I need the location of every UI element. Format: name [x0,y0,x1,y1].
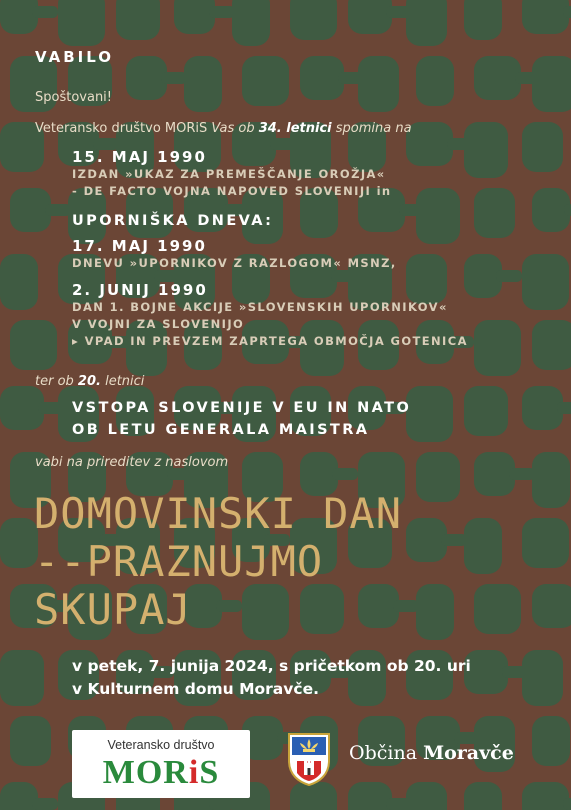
moris-logo-part-a: MOR [102,754,189,791]
date-3-line-1: DAN 1. BOJNE AKCIJE »SLOVENSKIH UPORNIKOV« [72,300,448,314]
title-line-3: SKUPAJ [34,585,192,634]
intro-word: letnici [281,121,332,136]
second-prefix: ter ob [35,374,78,389]
moris-logo-part-b: S [199,754,220,791]
event-details [72,655,471,701]
second-anniversary-line [35,374,144,389]
date-1: 15. MAJ 1990 [72,148,207,166]
moris-logo-subtitle: Veteransko društvo [107,738,215,752]
invite-line [35,455,228,470]
date-3-line-2: V VOJNI ZA SLOVENIJO [72,317,245,331]
date-2-line-1: DNEVU »UPORNIKOV Z RAZLOGOM« MSNZ, [72,256,397,270]
intro-number: 34. [258,121,282,136]
intro-end: spomina na [331,121,412,136]
invitation-heading: VABILO [35,48,114,66]
section-block [72,210,273,232]
municipality-town: Moravče [423,742,514,764]
eu-nato-line: VSTOPA SLOVENIJE V EU IN NATO [72,400,412,416]
maister-line: OB LETU GENERALA MAISTRA [72,422,370,438]
greeting: Spoštovani! [35,90,113,105]
date-3-line-3: ▸ VPAD IN PREVZEM ZAPRTEGA OBMOČJA GOTENICA [72,334,468,348]
intro-line [35,121,412,136]
date-2: 17. MAJ 1990 [72,237,207,255]
moris-logo [72,730,250,798]
title-line-2: --PRAZNUJMO [34,537,324,586]
event-datetime: v petek, 7. junija 2024, s pričetkom ob 20. uri [72,657,471,675]
date-1-line-1: IZDAN »UKAZ ZA PREMEŠČANJE OROŽJA« [72,167,386,181]
municipality-prefix: Občina [349,742,424,764]
title-line-1: DOMOVINSKI DAN [34,489,403,538]
date-1-line-2: - DE FACTO VOJNA NAPOVED SLOVENIJI in [72,184,392,198]
coat-of-arms-icon [286,731,332,787]
event-block-1 [72,148,392,200]
second-word: letnici [100,374,145,389]
moris-logo-wordmark [72,754,250,792]
second-number: 20. [77,374,101,389]
invite-text: vabi na prireditev z naslovom [35,455,229,470]
section-heading: UPORNIŠKA DNEVA: [72,213,274,229]
eu-nato-block [72,397,411,441]
intro-org: Veteransko društvo MORiS [35,121,208,136]
intro-mid: Vas ob [207,121,259,136]
event-block-3 [72,281,468,350]
event-venue: v Kulturnem domu Moravče. [72,680,319,698]
moris-logo-part-i: i [188,754,200,791]
municipality-name [349,742,514,764]
event-block-2 [72,237,397,272]
date-3: 2. JUNIJ 1990 [72,281,208,299]
event-title [34,490,402,634]
